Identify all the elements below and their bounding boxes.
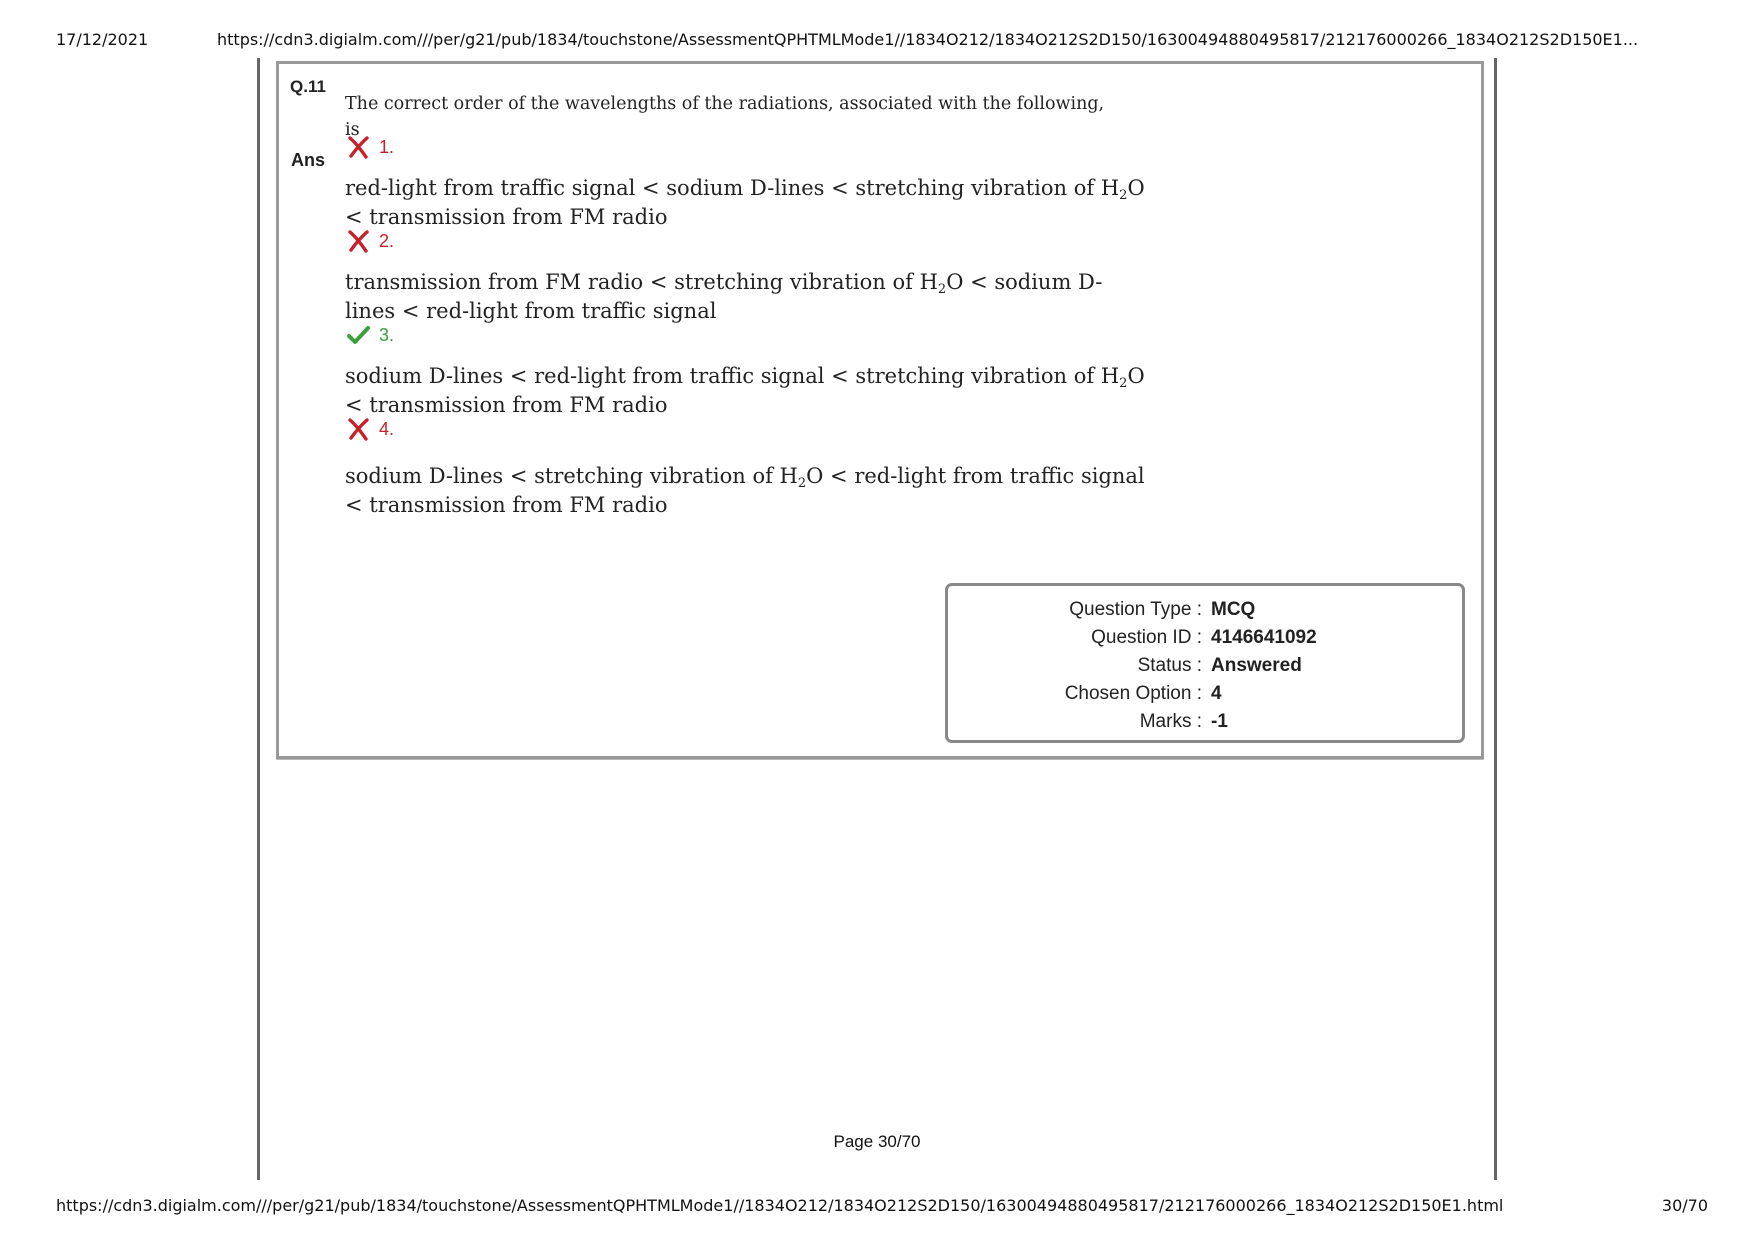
question-box	[276, 61, 1484, 759]
option-3-label: 3.	[379, 324, 395, 345]
option-2	[345, 228, 1165, 326]
info-status: Status : Answered	[1137, 655, 1302, 676]
question-text: The correct order of the wavelengths of the radiations, associated with the following, is	[345, 94, 1105, 140]
option-4-text: sodium D-lines < stretching vibration of $H_2O$ < red-light from traffic signal < transmission from FM radio	[345, 464, 1145, 517]
info-question-id: Question ID : 4146641092	[1091, 627, 1317, 648]
option-2-header	[345, 228, 1165, 254]
option-3-text: sodium D-lines < red-light from traffic signal < stretching vibration of $H_2O$ < transmission from FM radio	[345, 364, 1145, 417]
option-1-text: red-light from traffic signal < sodium D-lines < stretching vibration of $H_2O$ < transmission from FM radio	[345, 176, 1145, 229]
print-url: https://cdn3.digialm.com///per/g21/pub/1834/touchstone/AssessmentQPHTMLMode1//1834O212/1834O212S2D150/16300494880495817/212176000266_1834O212S2D150E1...	[217, 30, 1639, 49]
option-2-text: transmission from FM radio < stretching vibration of $H_2O$ < sodium D-lines < red-light from traffic signal	[345, 270, 1103, 323]
info-marks: Marks : -1	[1139, 711, 1228, 732]
answer-label: Ans	[291, 150, 326, 170]
info-chosen-option: Chosen Option : 4	[1064, 683, 1222, 704]
info-question-type: Question Type : MCQ	[1069, 599, 1256, 620]
option-1-label: 1.	[379, 136, 395, 157]
option-4	[345, 416, 1165, 520]
option-4-label: 4.	[379, 418, 395, 439]
option-1-header	[345, 134, 1165, 160]
cross-icon	[345, 416, 371, 442]
option-2-label: 2.	[379, 230, 395, 251]
option-1	[345, 134, 1165, 232]
option-3-header	[345, 322, 1165, 348]
footer-page: 30/70	[1661, 1196, 1708, 1215]
cross-icon	[345, 228, 371, 254]
question-number: Q.11	[290, 77, 326, 96]
page-number: Page 30/70	[833, 1132, 921, 1151]
option-4-header	[345, 416, 1165, 442]
option-3	[345, 322, 1165, 420]
print-date: 17/12/2021	[56, 30, 149, 49]
question-info-box	[945, 583, 1465, 743]
check-icon	[345, 322, 371, 348]
cross-icon	[345, 134, 371, 160]
footer-url: https://cdn3.digialm.com///per/g21/pub/1834/touchstone/AssessmentQPHTMLMode1//1834O212/1834O212S2D150/16300494880495817/212176000266_1834O212S2D150E1.html	[56, 1196, 1504, 1215]
